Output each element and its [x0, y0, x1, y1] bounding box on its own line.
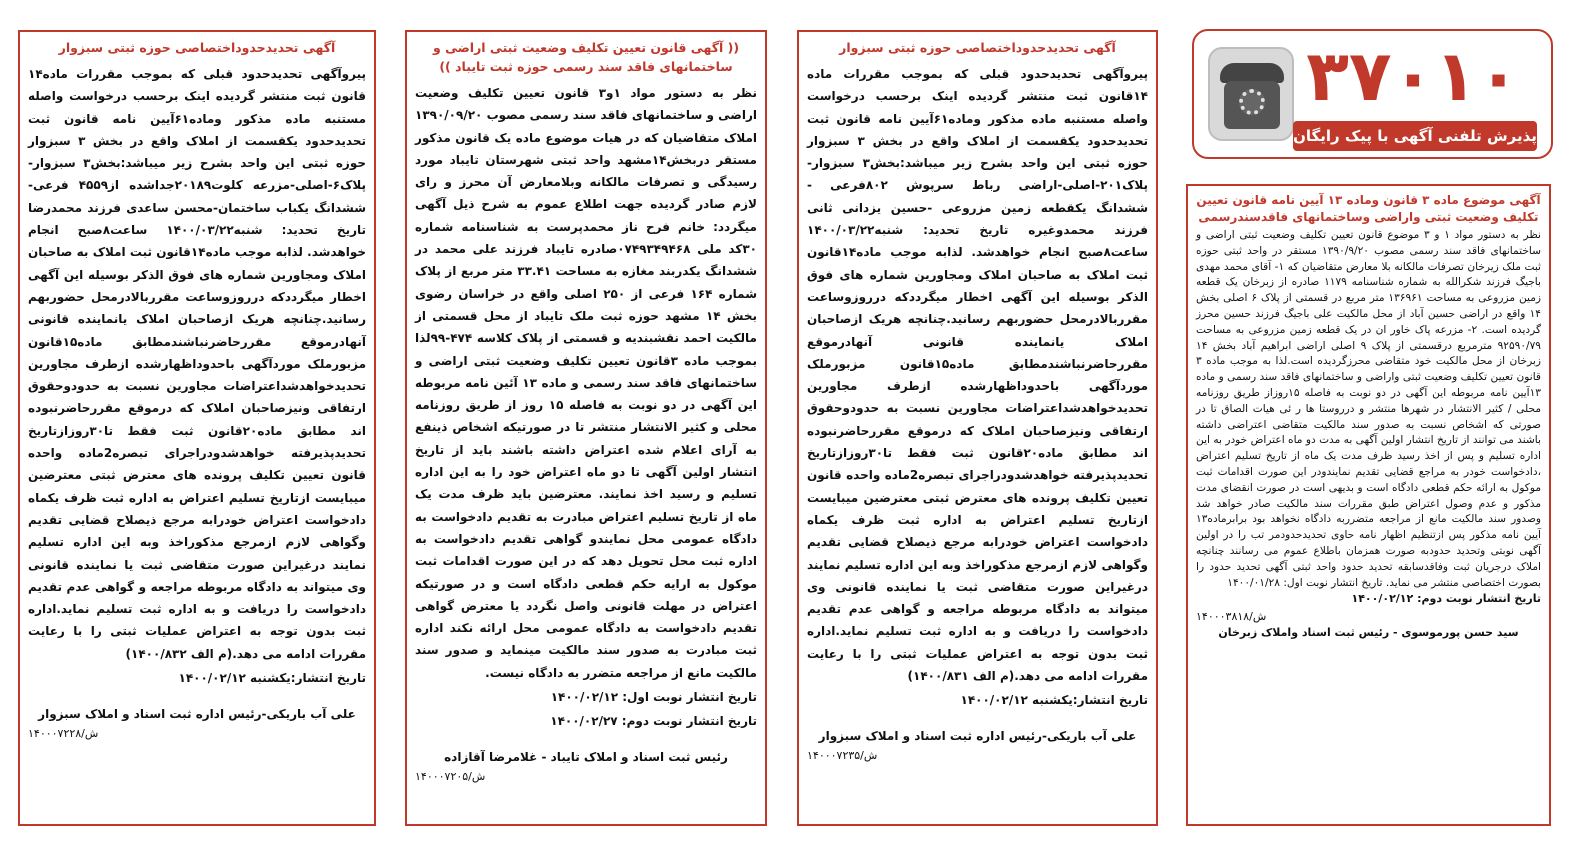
notice-signature: علی آب باریکی-رئیس اداره ثبت اسناد و املاک سبزوار — [818, 729, 1137, 744]
notice-signature: علی آب باریکی-رئیس اداره ثبت اسناد و املاک سبزوار — [38, 707, 356, 722]
ad-tagline: پذیرش تلفنی آگهی با پیک رایگان — [1293, 121, 1537, 151]
telephone-icon — [1208, 47, 1294, 141]
notice-sabzevar-832 — [18, 30, 376, 826]
notice-body: پیروآگهی تحدیدحدود قبلی که بموجب مقررات ماده۱۴ قانون ثبت منتشر گردیده اینک برحسب درخواست واصله مستنبه ماده مذکور وماده۶۱آیین نامه قانون ثبت تحدیدحدود یکقسمت از املاک واقع در بخش ۳ سبزوار حوزه ثبتی این واحد بشرح زیر میباشد:بخش۳ سبزوار- پلاک۶-اصلی-مزرعه کلوت۲۰۱۸۹جداشده از۴۵۵۹ فرعی-ششدانگ یکباب ساختمان-محسن ساعدی فرزند محمدرضا تاریخ تحدید: شنبه۱۴۰۰/۰۳/۲۲ ساعت۸صبح انجام خواهدشد. لذابه موجب ماده۱۴قانون ثبت املاک به صاحبان املاک ومجاورین شماره های فوق الذکر بوسیله این آگهی اخطار میگرددکه درروزوساعت مقرربالادرمحل حضوربهم رسانید.چنانچه هریک ازصاحبان املاک یانماینده قانونی آنهادرموقع مقررحاضرنباشندمطابق ماده۱۵قانون مزبورملک موردآگهی باحدوداظهارشده ازطرف مجاورین تحدیدخواهدشداعتراضات مجاورین نسبت به حدودوحقوق ارتفاقی ونیزصاحبان املاک که درموقع مقررحاضرنبوده اند مطابق ماده۲۰قانون ثبت فقط تا۳۰روزازتاریخ تحدیدپذیرفته خواهدشدودراجرای تبصره2ماده واحده قانون تعیین تکلیف پرونده های معترض ثبتی معترضین میبایست ازتاریخ تسلیم اعتراض به اداره ثبت ظرف یکماه دادخواست اعتراض خودرابه مرجع ذیصلاح قضایی تقدیم وگواهی لازم ازمرجع مذکوراخذ وبه این اداره تسلیم نمایند درغیراین صورت متقاضی ثبت یا نماینده قانونی وی میتواند به دادگاه مربوطه مراجعه و گواهی عدم تقدیم دادخواست را دریافت و به اداره ثبت تسلیم نماید.اداره ثبت بدون توجه به اعتراض عملیات ثبتی را با رعایت مقررات ادامه می دهد.(م الف ۱۴۰۰/۸۳۲) — [28, 67, 367, 661]
publish-date-first: تاریخ انتشار نوبت اول: ۱۴۰۰/۰۲/۱۲ — [550, 690, 757, 705]
notice-title: آگهی تحدیدحدوداختصاصی حوزه ثبتی سبزوار — [839, 40, 1116, 55]
notice-title: آگهی تحدیدحدوداختصاصی حوزه ثبتی سبزوار — [58, 40, 336, 55]
notice-code: ۱۴۰۰۰۳۸۱۸/ش — [1196, 610, 1267, 624]
notice-code: ۱۴۰۰۰۷۲۳۵/ش — [807, 749, 878, 763]
ad-phone-number: ۳۷۰۱۰ — [1306, 35, 1520, 117]
notice-body: پیروآگهی تحدیدحدود قبلی که بموجب مقررات ماده ۱۴قانون ثبت منتشر گردیده اینک برحسب درخواست واصله مستنبه ماده مذکور وماده۶۱آیین نامه قانون ثبت تحدیدحدود یکقسمت از املاک واقع در بخش ۳ سبزوار حوزه ثبتی این واحد بشرح زیر میباشد:بخش۳ سبزوار- پلاک۲۰۱-اصلی-اراضی رباط سرپوش ۸۰۲فرعی - ششدانگ یکقطعه زمین مزروعی -حسین یزدانی ثانی فرزند محمدوغیره تاریخ تحدید: شنبه۱۴۰۰/۰۳/۲۲ ساعت۸صبح انجام خواهدشد. لذابه موجب ماده۱۴قانون ثبت املاک به صاحبان املاک ومجاورین شماره های فوق الذکر بوسیله این آگهی اخطار میگرددکه درروزوساعت مقرربالادرمحل حضوربهم رسانید.چنانچه هریک ازصاحبان املاک یانماینده قانونی آنهادرموقع مقررحاضرنباشندمطابق ماده۱۵قانون مزبورملک موردآگهی باحدوداظهارشده ازطرف مجاورین تحدیدخواهدشداعتراضات مجاورین نسبت به حدودوحقوق ارتفاقی ونیزصاحبان املاک که درموقع مقررحاضرنبوده اند مطابق ماده۲۰قانون ثبت فقط تا۳۰روزازتاریخ تحدیدپذیرفته خواهدشدودراجرای تبصره2ماده واحده قانون تعیین تکلیف پرونده های معترض ثبتی معترضین میبایست ازتاریخ تسلیم اعتراض به اداره ثبت ظرف یکماه دادخواست اعتراض خودرابه مرجع ذیصلاح قضایی تقدیم وگواهی لازم ازمرجع مذکوراخذ وبه این اداره تسلیم نمایند درغیراین صورت متقاضی ثبت یا نماینده قانونی وی میتواند به دادگاه مربوطه مراجعه و گواهی عدم تقدیم دادخواست را دریافت و به اداره ثبت تسلیم نماید.اداره ثبت بدون توجه به اعتراض عملیات ثبتی را با رعایت مقررات ادامه می دهد.(م الف ۱۴۰۰/۸۳۱) — [807, 67, 1149, 684]
notice-signature: سید حسن پورموسوی - رئیس ثبت اسناد واملاک زبرخان — [1218, 626, 1519, 640]
notice-title: (( آگهی قانون تعیین تکلیف وضعیت ثبتی اراضی و ساختمانهای فاقد سند رسمی حوزه ثبت تایباد )) — [432, 40, 740, 74]
notice-taybad — [405, 30, 767, 826]
publish-date-second: تاریخ انتشار نوبت دوم: ۱۴۰۰/۰۲/۱۲ — [1351, 592, 1541, 606]
notice-body: نظر به دستور مواد ۱و۳ قانون تعیین تکلیف وضعیت اراضی و ساختمانهای فاقد سند رسمی مصوب ۱۳۹۰/۰۹/۲۰ املاک متقاضیان که در هیات موضوع ماده یک قانون مذکور مستقر دربخش۱۴مشهد واحد ثبتی شهرستان تایباد مورد رسیدگی و تصرفات مالکانه وبلامعارض آن محرز و رای لازم صادر گردیده جهت اطلاع عموم به شرح ذیل آگهی میگردد: خانم فرح ناز محمدپرست به شناسنامه شماره ۳۰کد ملی ۰۷۴۹۳۴۹۴۶۸صادره تایباد فرزند علی محمد در ششدانگ یکدربند مغازه به مساحت ۳۳.۴۱ متر مربع از پلاک شماره ۱۶۴ فرعی از ۲۵۰ اصلی واقع در خراسان رضوی بخش ۱۴ مشهد حوزه ثبت ملک تایباد از محل قسمتی از مالکیت احمد نقشبندیه و قسمتی از پلاک کلاسه ۴۷۴-۹۹لذا بموجب ماده ۳قانون تعیین تکلیف وضعیت ثبتی اراضی و ساختمانهای فاقد سند رسمی و ماده ۱۳ آئین نامه مربوطه این آگهی در دو نوبت به فاصله ۱۵ روز از طریق روزنامه محلی و کثیر الانتشار منتشر تا در صورتیکه اشخاص ذینفع به آرای اعلام شده اعتراض داشته باشند باید از تاریخ انتشار اولین آگهی تا دو ماه اعتراض خود را به این اداره تسلیم و رسید اخذ نمایند. معترضین باید ظرف مدت یک ماه از تاریخ تسلیم اعتراض مبادرت به تقدیم دادخواست به دادگاه عمومی محل نمایندو گواهی تقدیم دادخواست به اداره ثبت محل تحویل دهد که در این صورت اقدامات ثبت موکول به ارایه حکم قطعی دادگاه است و در صورتیکه اعتراض در مهلت قانونی واصل نگردد یا معترض گواهی تقدیم دادخواست به دادگاه عمومی محل ارائه نکند اداره ثبت مبادرت به صدور سند مالکیت مینماید و صدور سند مالکیت مانع از مراجعه متضرر به دادگاه نیست. — [415, 86, 758, 680]
publish-date: تاریخ انتشار:یکشنبه ۱۴۰۰/۰۲/۱۲ — [960, 693, 1148, 708]
publish-date-second: تاریخ انتشار نوبت دوم: ۱۴۰۰/۰۲/۲۷ — [550, 714, 757, 729]
notice-code: ۱۴۰۰۰۷۲۰۵/ش — [415, 770, 486, 784]
notice-title: آگهی موضوع ماده ۳ قانون وماده ۱۳ آیین نامه قانون تعیین تکلیف وضعیت ثبتی واراضی وساختمانهای فاقدسندرسمی — [1196, 193, 1541, 224]
publish-date: تاریخ انتشار:یکشنبه ۱۴۰۰/۰۲/۱۲ — [178, 671, 366, 686]
phone-ad-banner — [1192, 29, 1553, 159]
notice-code: ۱۴۰۰۰۷۲۲۸/ش — [28, 727, 99, 741]
notice-signature: رئیس ثبت اسناد و املاک تایباد - غلامرضا آقازاده — [444, 750, 728, 765]
notice-zebarkhan — [1186, 184, 1551, 826]
notice-body: نظر به دستور مواد ۱ و ۳ موضوع قانون تعیین تکلیف وضعیت ثبتی اراضی و ساختمانهای فاقد سند رسمی مصوب ۱۳۹۰/۹/۲۰ مستقر در واحد ثبتی حوزه ثبت ملک زیرخان تصرفات مالکانه بلا معارض متقاضیان که ۱- آقای محمد مهدی باجیگ فرزند شکرالله به شماره شناسنامه ۱۱۷۹ صادره از زبرخان یک قطعه زمین مزروعی به مساحت ۱۳۶۹۶۱ متر مربع در قسمتی از پلاک ۶ اصلی بخش ۱۴ واقع در اراضی حسین آباد از محل مالکیت علی باجیگ فرزند حسین محرز گردیده است. ۲- مزرعه پاک خاور ان در یک قطعه زمین مزروعی به مساحت ۹۲۵۹۰/۷۹ مترمربع درقسمتی از پلاک ۹ اصلی اراضی ابراهیم آباد بخش ۱۴ زبرخان از محل مالکیت خود متقاضی محرزگردیده است.لذا به موجب ماده ۳ قانون تعیین تکلیف وضعیت ثبتی واراضی و ساختمانهای فاقد سند رسمی و ماده ۱۳آیین نامه مربوطه این آگهی در دو نوبت به فاصله ۱۵روزاز طریق روزنامه محلی / کثیر الانتشار در شهرها منتشر و درروستا ها ر ئی هیات الصاق تا در صورتی که اشخاص نسبت به صدور سند مالکیت متقاضی اعتراضی داشته باشند می توانند از تاریخ انتشار اولین آگهی به مدت دو ماه اعتراض خودر به این اداره تسلیم و پس از اخذ رسید ظرف مدت یک ماه از تاریخ تسلیم اعتراض ،دادخواست خودر به مراجع قضایی تقدیم نمایندودر این صورت اقدامات ثبت موکول به ارائه حکم قطعی دادگاه است و بدیهی است در صورت انقضای مدت مذکور و عدم وصول اعتراض طبق مقررات سند مالکیت صادر خواهد شد وصدور سند مالکیت مانع از مراجعه متضرربه دادگاه نخواهد بود برابرماده۱۳ آیین نامه مذکور پس ازتنظیم اظهار نامه حاوی تحدیدحدودمر تب را در اولین آگهی نوبتی وتحدید حدودبه صورت همزمان باطلاع عموم می رسانند چنانچه املاک درجریان ثبت وفاقدسابقه تحدید حدود واحد ثبتی آگهی تحدید حدود را بصورت اختصاصی منتشر می نماید. تاریخ انتشار نوبت اول: ۱۴۰۰/۰۱/۲۸ — [1196, 229, 1542, 589]
notice-sabzevar-831 — [797, 30, 1158, 826]
